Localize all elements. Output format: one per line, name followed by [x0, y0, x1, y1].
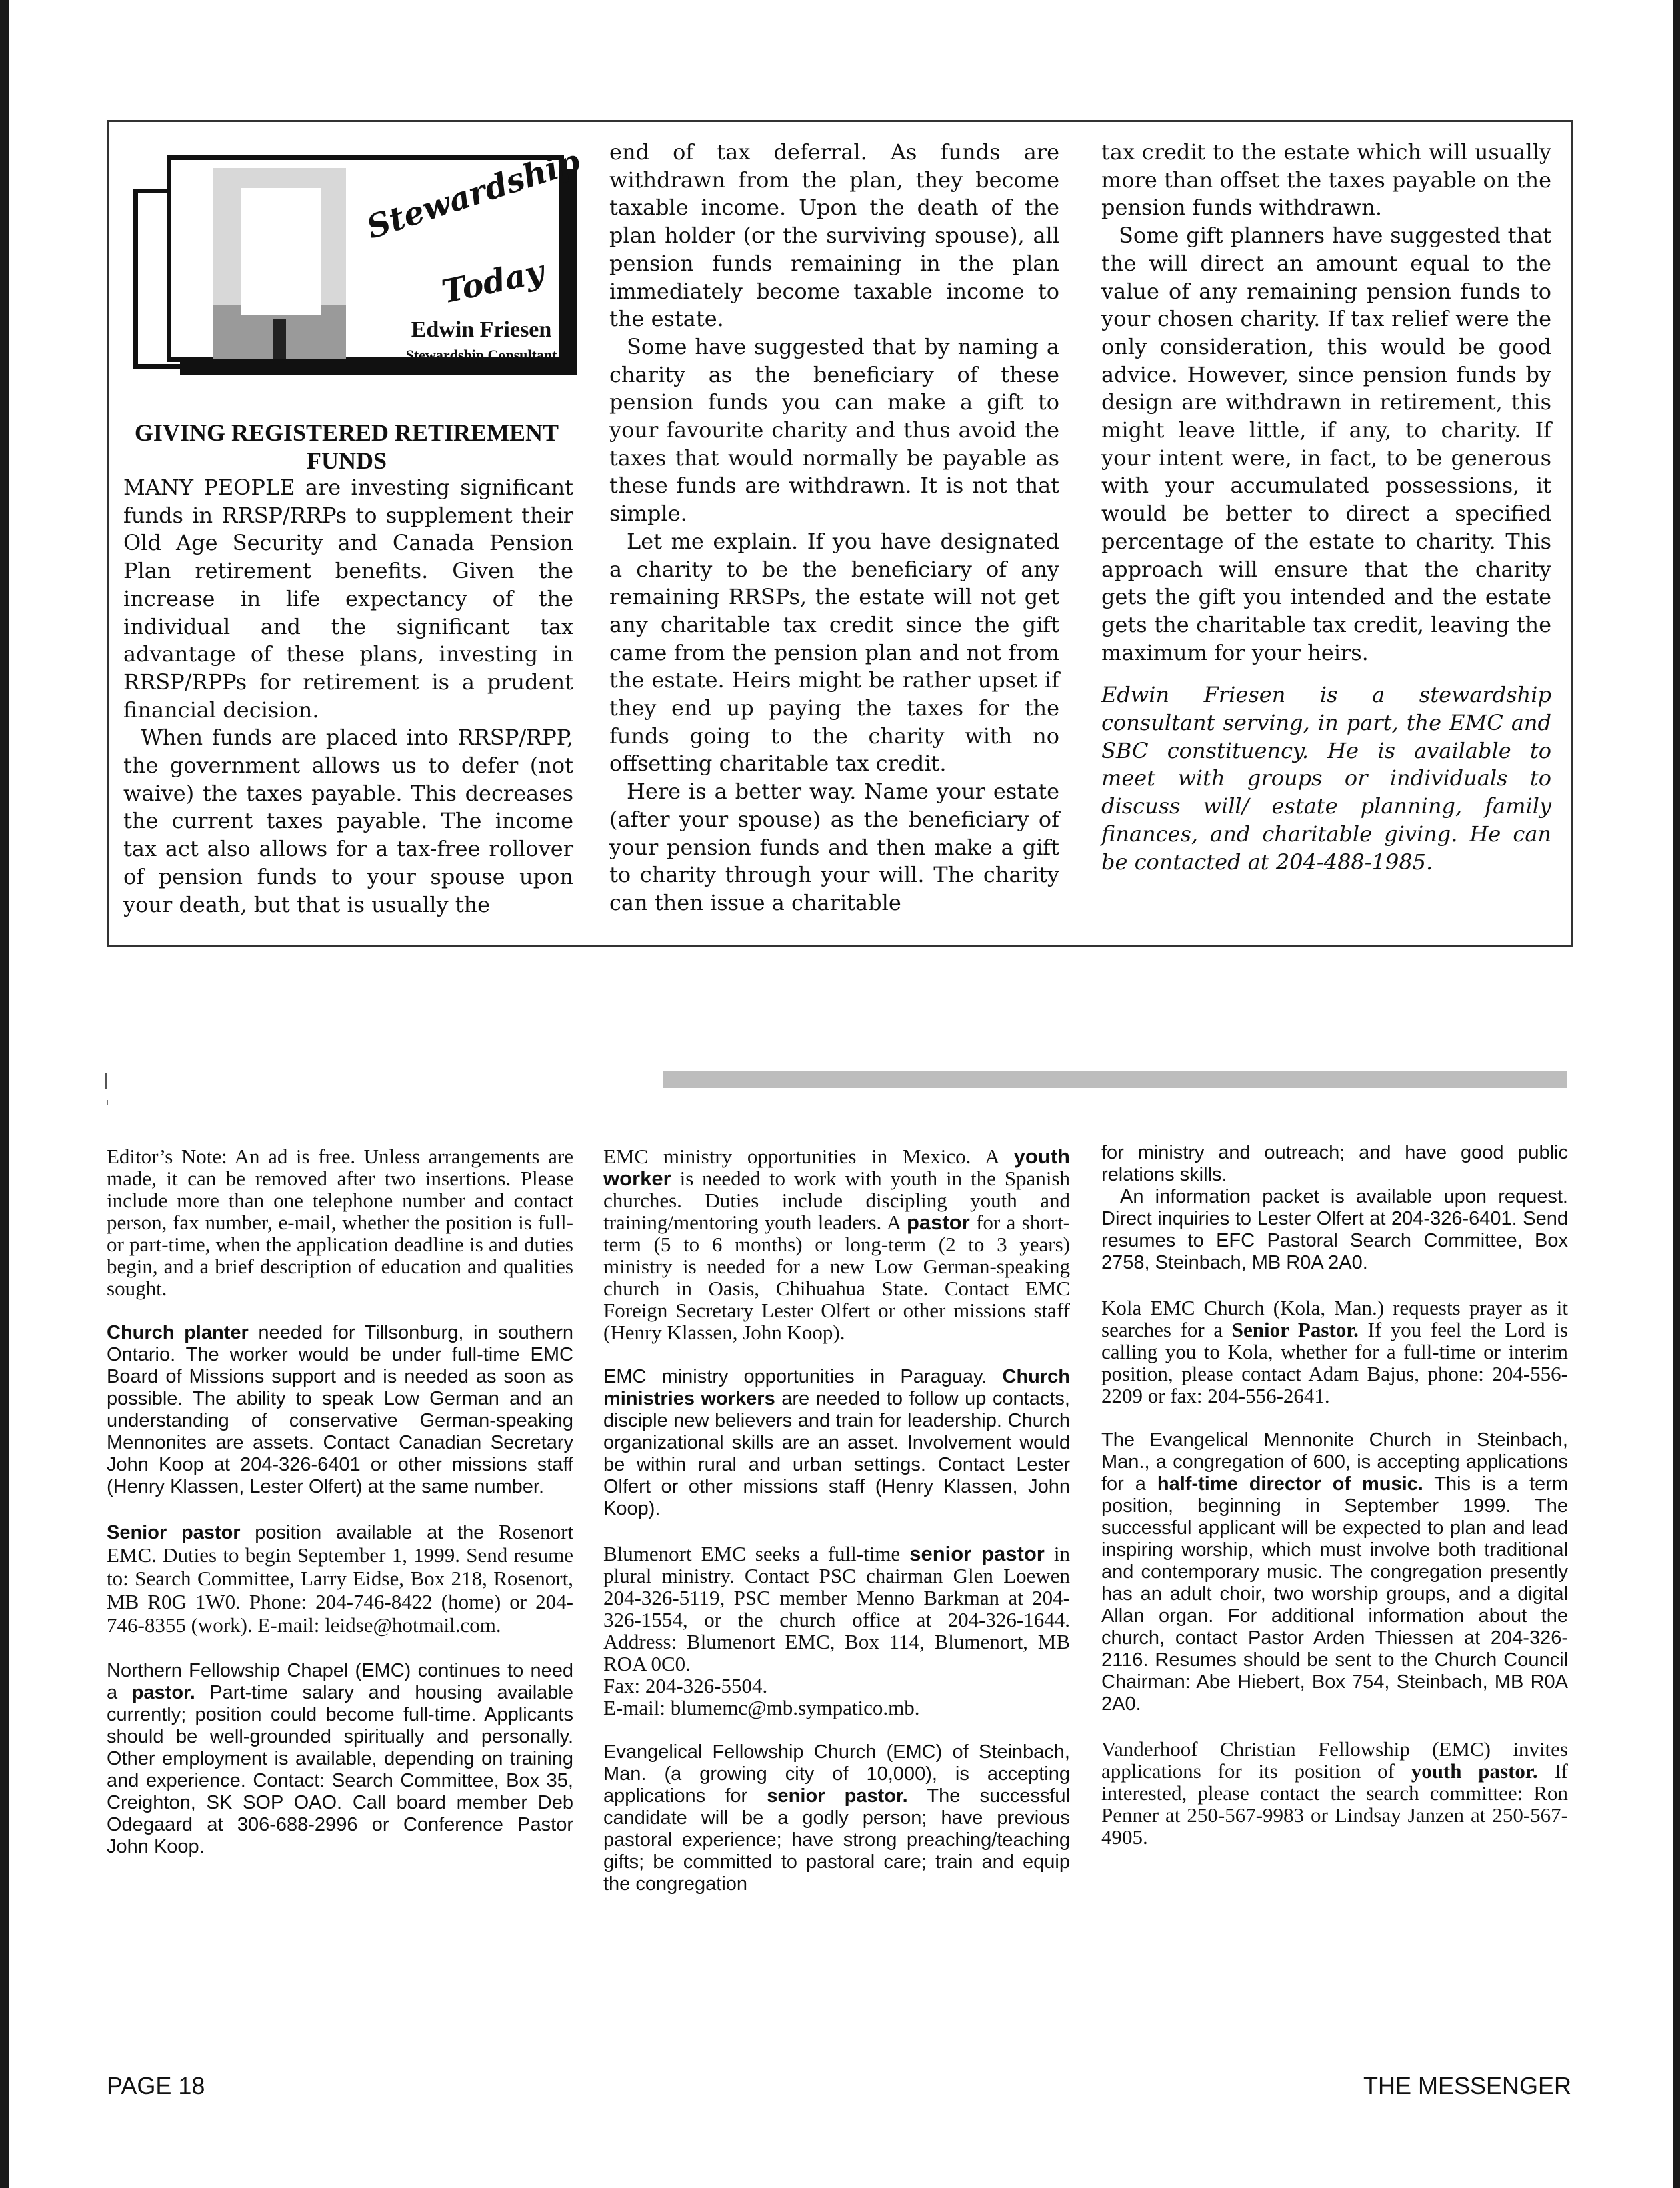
editor-note: Editor’s Note: An ad is free. Unless arrangements are made, it can be removed after two insertions. Please include more than one telephone number and contact person, fax number, e-mail, whether the position is full- or part-time, when the application deadline is and duties begin, and a brief description of education and qualities sought. — [107, 1145, 573, 1300]
ad-text: Northern Fellowship Chapel (EMC) continues to need a — [107, 1660, 573, 1703]
author-name: Edwin Friesen — [411, 317, 552, 342]
ad-text: EMC ministry opportunities in Mexico. A — [603, 1145, 1014, 1168]
ad-evangelical-fellowship-continued — [1101, 1142, 1568, 1274]
article-paragraph: Here is a better way. Name your estate (after your spouse) as the beneficiary of your pension funds and then make a gift to charity through your will. The charity can then issue a charitable — [609, 779, 1059, 915]
ad-text: in plural ministry. Contact PSC chairman Glen Loewen 204-326-5119, PSC member Menno Barkman at 204-326-1554, or the church office at 204-326-1644. Address: Blumenort EMC, Box 114, Blumenort, MB ROA 0C0. — [603, 1542, 1070, 1675]
ad-position-title: Senior pastor — [107, 1522, 241, 1543]
article-column-1 — [123, 474, 573, 919]
ad-email: E-mail: blumemc@mb.sympatico.mb. — [603, 1696, 920, 1719]
photo-redacted-face — [241, 188, 321, 315]
ad-text: The Evangelical Mennonite Church in Steinbach, Man., a congregation of 600, is accepting applications for a — [1101, 1429, 1568, 1495]
ad-position-title: pastor. — [131, 1682, 195, 1703]
ad-position-title: youth worker — [603, 1145, 1070, 1190]
ads-column-2 — [603, 1145, 1070, 1918]
page-edge-left — [0, 0, 9, 2188]
article-column-2 — [609, 139, 1059, 917]
author-photo — [213, 168, 346, 359]
ad-text: Kola EMC Church (Kola, Man.) requests prayer as it searches for a — [1101, 1296, 1568, 1341]
article-paragraph: Some gift planners have suggested that the will direct an amount equal to the value of any remaining pension funds to your chosen charity. If tax relief were the only consideration, this would be good advice. However, since pension funds by design are withdrawn in retirement, this might leave little, if any, to charity. If your intent were, in fact, to be generous with your accumulated possessions, it would be better to direct a specified percentage of the estate to charity. This approach will ensure that the charity gets the gift you intended and the estate gets the charitable tax credit, leaving the maximum for your heirs. — [1101, 223, 1551, 665]
publication-name: THE MESSENGER — [1363, 2072, 1571, 2099]
logo-script-title — [362, 142, 588, 311]
article-column-3 — [1101, 139, 1551, 876]
ad-text: for ministry and outreach; and have good public relations skills. — [1101, 1142, 1568, 1185]
page-number: PAGE 18 — [107, 2072, 205, 2099]
ad-text: An information packet is available upon request. Direct inquiries to Lester Olfert at 204-326-6401. Send resumes to EFC Pastoral Search Committee, Box 2758, Steinbach, MB R0A 2A0. — [1101, 1186, 1568, 1273]
article-paragraph: When funds are placed into RRSP/RPP, the government allows us to defer (not waive) the taxes payable. This decreases the current taxes payable. The income tax act also allows for a tax-free rollover of pension funds to your spouse upon your death, but that is usually the — [123, 725, 573, 917]
ad-text: Rosenort EMC. Duties to begin September 1, 1999. Send resume to: Search Committee, Larry Eidse, Box 218, Rosenort, MB R0G 1W0. Phone: 204-746-8422 (home) or 204-746-8355 (work). E-mail: leidse@hotmail.com. — [107, 1520, 573, 1637]
photo-tie — [273, 319, 286, 359]
ad-text: Vanderhoof Christian Fellowship (EMC) invites applications for its position of — [1101, 1737, 1568, 1783]
ad-evangelical-fellowship — [603, 1741, 1070, 1895]
ad-kola — [1101, 1297, 1568, 1407]
ads-column-1 — [107, 1145, 573, 1881]
ad-position-title: senior pastor. — [767, 1785, 908, 1807]
article-paragraph: Let me explain. If you have designated a charity to be the beneficiary of any remaining RRSPs, the estate will not get any charitable tax credit since the gift came from the pension plan and not from the estate. Heirs might be rather upset if they end up paying the taxes for the funds going to the charity with no offsetting charitable tax credit. — [609, 528, 1059, 777]
margin-mark — [107, 1100, 108, 1105]
ad-text: is needed to work with youth in the Spanish churches. Duties include discipling youth and training/mentoring youth leaders. A — [603, 1167, 1070, 1234]
ad-text: for a short-term (5 to 6 months) or long-term (2 to 3 years) ministry is needed for a new Low German-speaking church in Oasis, Chihuahua State. Contact EMC Foreign Secretary Lester Olfert or other missions staff (Henry Klassen, John Koop). — [603, 1211, 1070, 1344]
ad-position-title: half-time director of music. — [1157, 1473, 1423, 1495]
ads-column-3 — [1101, 1142, 1568, 1871]
ad-text: If you feel the Lord is calling you to Kola, whether for a full-time or interim position, please contact Adam Bajus, phone: 204-556-2209 or fax: 204-556-2641. — [1101, 1318, 1568, 1407]
article-paragraph: end of tax deferral. As funds are withdrawn from the plan, they become taxable income. Upon the death of the plan holder (or the surviving spouse), all pension funds remaining in the plan immediately become taxable income to the estate. — [609, 139, 1059, 332]
article-paragraph: MANY PEOPLE are investing significant funds in RRSP/RRPs to supplement their Old Age Security and Canada Pension Plan retirement benefits. Given the increase in life expectancy of the individual and the significant tax advantage of these plans, investing in RRSP/RPPs for retirement is a prudent financial decision. — [123, 475, 573, 723]
ad-text: If interested, please contact the search committee: Ron Penner at 250-567-9983 or Lindsay Janzen at 250-567-4905. — [1101, 1759, 1568, 1849]
ad-position-title: Senior Pastor. — [1231, 1318, 1359, 1341]
article-paragraph: Some have suggested that by naming a charity as the beneficiary of these pension funds you can make a gift to your favourite charity and thus avoid the taxes that would normally be payable as these funds are withdrawn. It is not that simple. — [609, 333, 1059, 527]
ad-position-title: Church ministries workers — [603, 1366, 1070, 1409]
ad-paraguay — [603, 1366, 1070, 1520]
author-role: Stewardship Consultant — [405, 347, 557, 363]
ad-church-planter — [107, 1322, 573, 1498]
ad-position-title: Church planter — [107, 1322, 249, 1343]
margin-mark — [105, 1073, 107, 1089]
article-heading: GIVING REGISTERED RETIREMENT FUNDS — [134, 419, 559, 474]
ad-fax: Fax: 204-326-5504. — [603, 1674, 768, 1697]
page-edge-right — [1673, 0, 1680, 2188]
ad-text: The successful candidate will be a godly person; have previous pastoral experience; have strong preaching/teaching gifts; be committed to pastoral care; train and equip the congregation — [603, 1785, 1070, 1895]
ad-text: are needed to follow up contacts, disciple new believers and train for leadership. Church organizational skills are an asset. Involvement would be within rural and urban settings. Contact Lester Olfert or other missions staff (Henry Klassen, John Koop). — [603, 1388, 1070, 1519]
ad-senior-pastor-rosenort — [107, 1521, 573, 1637]
logo-frame-front — [167, 142, 585, 363]
stewardship-today-logo — [133, 142, 585, 375]
author-bio: Edwin Friesen is a stewardship consultant serving, in part, the EMC and SBC constituency. He is available to meet with groups or individuals to discuss will/ estate planning, family finances, and charitable giving. He can be contacted at 204-488-1985. — [1101, 682, 1551, 875]
ad-text: needed for Tillsonburg, in southern Ontario. The worker would be under full-time EMC Board of Missions support and is needed as soon as possible. The ability to speak Low German and an understanding of conservative German-speaking Mennonites are assets. Contact Canadian Secretary John Koop at 204-326-6401 or other missions staff (Henry Klassen, Lester Olfert) at the same number. — [107, 1322, 573, 1497]
section-separator-strip — [663, 1071, 1567, 1088]
article-paragraph: tax credit to the estate which will usually more than offset the taxes payable on the pension funds withdrawn. — [1101, 139, 1551, 221]
ad-northern-fellowship — [107, 1660, 573, 1858]
ad-text: Part-time salary and housing available currently; position could become full-time. Applicants should be well-grounded spiritually and personally. Other employment is available, depending on training and experience. Contact: Search Committee, Box 35, Creighton, SK SOP OAO. Call board member Deb Odegaard at 306-688-2996 or Conference Pastor John Koop. — [107, 1682, 573, 1857]
ad-body — [603, 1543, 1070, 1675]
ad-steinbach-music-director — [1101, 1429, 1568, 1715]
ad-text: Blumenort EMC seeks a full-time — [603, 1542, 910, 1565]
ad-text: EMC ministry opportunities in Paraguay. — [603, 1366, 1003, 1387]
ad-position-title: youth pastor. — [1411, 1759, 1538, 1783]
ad-position-title: senior pastor — [909, 1542, 1045, 1565]
ad-mexico — [603, 1145, 1070, 1343]
ad-text: Evangelical Fellowship Church (EMC) of Steinbach, Man. (a growing city of 10,000), is accepting applications for — [603, 1741, 1070, 1807]
ad-blumenort — [603, 1543, 1070, 1719]
ad-vanderhoof — [1101, 1738, 1568, 1848]
ad-text: position available at the — [240, 1522, 499, 1543]
logo-title-line1: Stewardship — [362, 142, 585, 247]
ad-position-title: pastor — [906, 1211, 970, 1234]
logo-title-line2: Today — [438, 253, 547, 311]
ad-text: This is a term position, beginning in September 1999. The successful applicant will be expected to plan and lead inspiring worship, which must involve both traditional and contemporary music. The congregation presently has an adult choir, two worship groups, and a digital Allan organ. For additional information about the church, contact Pastor Arden Thiessen at 204-326-2116. Resumes should be sent to the Church Council Chairman: Abe Hiebert, Box 754, Steinbach, MB R0A 2A0. — [1101, 1473, 1568, 1715]
